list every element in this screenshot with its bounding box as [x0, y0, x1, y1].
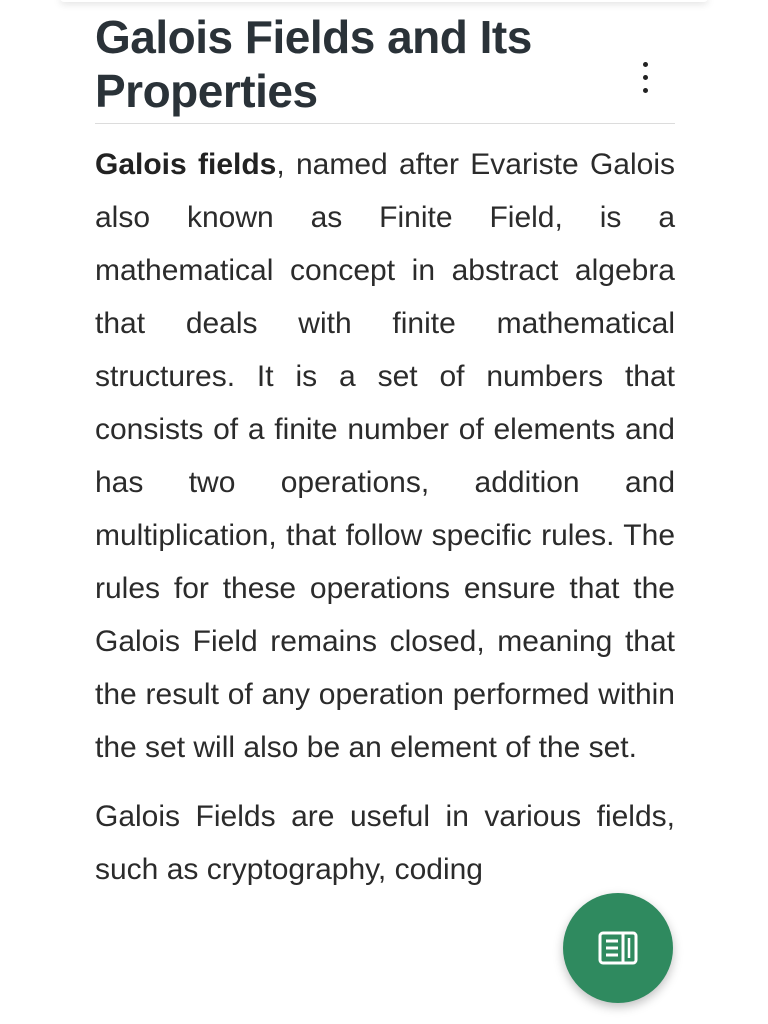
page-title: Galois Fields and Its Properties	[95, 11, 532, 117]
reader-mode-button[interactable]	[563, 893, 673, 1003]
more-vertical-icon-dot	[643, 75, 648, 80]
more-vertical-icon	[643, 62, 648, 67]
paragraph-1-text: , named after Evariste Galois also known as Finite Field, is a mathematical concept in abstract algebra that deals with finite mathematical structures. It is a set of numbers that consists of a finite number of elements and has two operations, addition and multiplication, that follow specific rules. The rules for these operations ensure that the Galois Field remains closed, meaning that the result of any operation performed within the set will also be an element of the set.	[95, 148, 675, 764]
more-options-button[interactable]	[631, 58, 659, 98]
bold-term: Galois fields	[95, 148, 277, 181]
more-vertical-icon-dot	[643, 88, 648, 93]
article-body	[95, 138, 675, 896]
paragraph-1	[95, 138, 675, 774]
article-header	[95, 10, 675, 124]
paragraph-2	[95, 790, 675, 896]
top-bar-shadow	[60, 0, 708, 2]
paragraph-2-text: Galois Fields are useful in various fields, such as cryptography, coding	[95, 800, 675, 886]
reader-mode-icon	[594, 924, 642, 972]
